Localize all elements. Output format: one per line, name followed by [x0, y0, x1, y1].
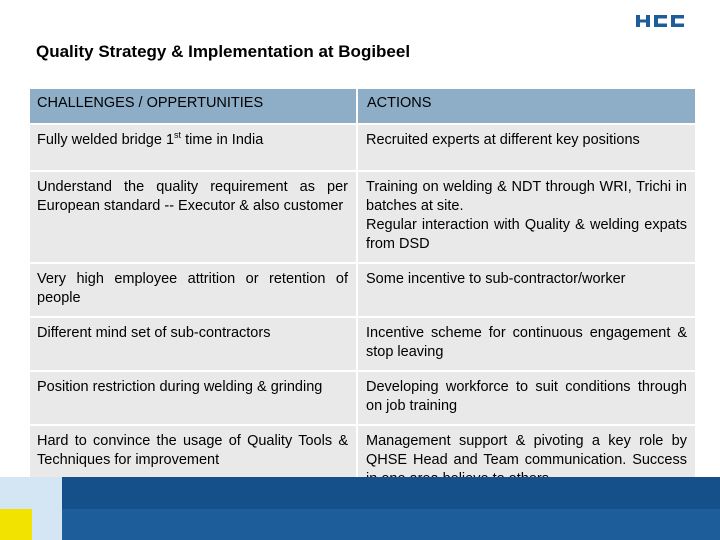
- table-row: [30, 372, 695, 426]
- action-text: Regular interaction with Quality & welding expats from DSD: [366, 217, 687, 252]
- challenge-cell: [30, 172, 356, 264]
- action-cell: [356, 125, 695, 172]
- column-header-challenges: CHALLENGES / OPPERTUNITIES: [30, 89, 356, 125]
- strategy-table: [30, 89, 695, 499]
- hcc-logo: [636, 14, 686, 28]
- challenge-cell: [30, 264, 356, 318]
- action-cell: [356, 264, 695, 318]
- page-title: Quality Strategy & Implementation at Bogibeel: [36, 42, 411, 61]
- action-cell: [356, 318, 695, 372]
- table-row: [30, 264, 695, 318]
- action-text: Management support & pivoting a key role by QHSE Head and Team communication. Success: [366, 433, 687, 468]
- challenge-text-rest: time in India: [181, 132, 264, 148]
- table-row: [30, 172, 695, 264]
- challenge-text: Fully welded bridge 1: [37, 132, 175, 148]
- table-header-row: [30, 89, 695, 125]
- challenge-cell: [30, 318, 356, 372]
- action-text: Developing workforce to suit conditions through on job training: [366, 379, 687, 414]
- footer-yellow-block: [0, 509, 32, 540]
- footer-band: [0, 477, 720, 540]
- challenge-text: Understand the quality requirement as per European standard -- Executor & also customer: [37, 179, 348, 214]
- column-header-actions: ACTIONS: [356, 89, 695, 125]
- challenge-text: Very high employee attrition or retention of people: [37, 271, 348, 306]
- challenge-text: Hard to convince the usage of Quality Tools & Techniques for improvement: [37, 433, 348, 468]
- action-cell: [356, 372, 695, 426]
- challenge-text: Position restriction during welding & grinding: [37, 379, 323, 395]
- challenge-cell: [30, 372, 356, 426]
- action-cell: [356, 172, 695, 264]
- action-text: Recruited experts at different key positions: [366, 132, 640, 148]
- challenge-cell: [30, 125, 356, 172]
- table-row: [30, 318, 695, 372]
- action-text: Training on welding & NDT through WRI, Trichi in batches at site.: [366, 179, 687, 214]
- challenge-text: Different mind set of sub-contractors: [37, 325, 271, 341]
- action-text: Some incentive to sub-contractor/worker: [366, 271, 626, 287]
- footer-stripe: [62, 477, 720, 509]
- table-row: [30, 125, 695, 172]
- ordinal-suffix: st: [174, 130, 182, 141]
- action-text: Incentive scheme for continuous engagement & stop leaving: [366, 325, 687, 360]
